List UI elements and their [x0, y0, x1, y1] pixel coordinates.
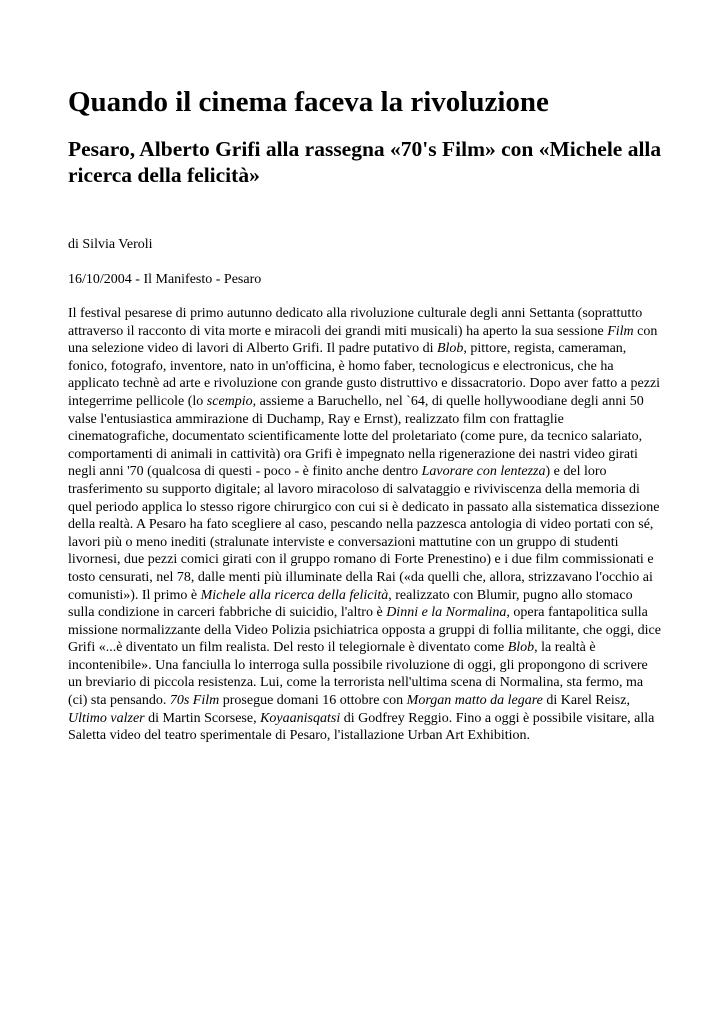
- body-text-run: prosegue domani 16 ottobre con: [219, 693, 407, 709]
- italic-title-run: Lavorare con lentezza: [421, 464, 546, 480]
- article-title: Quando il cinema faceva la rivoluzione: [68, 86, 549, 118]
- italic-title-run: Film: [607, 323, 634, 339]
- italic-title-run: Dinni e la Normalina: [386, 605, 507, 621]
- body-text-run: ) e del loro trasferimento su supporto digitale; al lavoro miracoloso di salvataggio e riviviscenza della memoria di quel periodo applica lo stesso rigore chirurgico con cui si è dedicato in passato alla sistematica dissezione della realtà. A Pesaro ha fato scegliere al caso, pescando nella pazzesca antologia di video portati con sé, lavori più o meno inediti (stralunate interviste e conversazioni mattutine con un gruppo di studenti livornesi, due pezzi comici girati con il gruppo romano di Forte Prenestino) e i due film commissionati e tosto censurati, nel 78, dalle menti più illuminate della Rai («da quelli che, allora, strizzavano l'occhio ai comunisti»). Il primo è: [68, 464, 660, 603]
- italic-title-run: Blob: [507, 640, 535, 656]
- italic-title-run: Michele alla ricerca della felicità: [200, 587, 389, 603]
- body-text-run: Il festival pesarese di primo autunno dedicato alla rivoluzione culturale degli anni Settanta (soprattutto attraverso il racconto di vita morte e miracoli dei grandi miti musicali) ha aperto la sua sessione: [68, 306, 643, 339]
- italic-title-run: Morgan matto da legare: [406, 693, 543, 709]
- body-text-run: di Karel Reisz,: [542, 693, 630, 709]
- italic-title-run: Koyaanisqatsi: [260, 710, 341, 726]
- body-text-run: di Martin Scorsese,: [144, 710, 261, 726]
- article-body: [68, 305, 662, 745]
- article-dateline: 16/10/2004 - Il Manifesto - Pesaro: [68, 272, 262, 287]
- body-text-run: , opera fantapolitica sulla missione normalizzante della Video Polizia psichiatrica opposta a gruppi di follia militante, che oggi, dice Grifi «...è diventato un film realista. Del resto il telegiornale è diventato come: [68, 605, 661, 656]
- italic-title-run: Ultimo valzer: [68, 710, 145, 726]
- article-subtitle: Pesaro, Alberto Grifi alla rassegna «70's Film» con «Michele alla ricerca della felicità»: [68, 137, 662, 187]
- body-text-run: con una selezione video di lavori di Alberto Grifi. Il padre putativo di: [68, 323, 658, 357]
- body-text-run: , pittore, regista, cameraman, fonico, fotografo, inventore, nato in un'officina, è homo faber, tecnologicus e electronicus, che ha applicato technè ad arte e rivoluzione con grande gusto distruttivo e dissacratorio. Dopo aver fatto a pezzi integerrime pellicole (lo: [68, 341, 661, 409]
- body-text-run: di Godfrey Reggio. Fino a oggi è possibile visitare, alla Saletta video del teatro sperimentale di Pesaro, l'istallazione Urban Art Exhibition.: [68, 710, 655, 744]
- body-text-run: , realizzato con Blumir, pugno allo stomaco sulla condizione in carceri fabbriche di suicidio, l'altro è: [68, 587, 633, 621]
- italic-title-run: Blob: [436, 341, 464, 357]
- italic-title-run: scempio: [206, 393, 253, 409]
- italic-title-run: 70s Film: [169, 693, 220, 709]
- body-text-run: , la realtà è incontenibile». Una fanciulla lo interroga sulla possibile rivoluzione di oggi, gli propongono di scrivere un breviario di piccola resistenza. Lui, come la terrorista nell'ultima scena di Normalina, sta fermo, ma (ci) sta pensando.: [68, 640, 648, 709]
- body-text-run: , assieme a Baruchello, nel `64, di quelle hollywoodiane degli anni 50 valse l'entusiastica ammirazione di Duchamp, Ray e Ernst), realizzato film con frattaglie cinematografiche, documentato scientificamente lotte del proletariato (come pure, da tecnico salariato, comportamenti di animali in cattività) ora Grifi è impegnato nella rigenerazione dei nastri video girati negli anni '70 (qualcosa di questi - poco - è finito anche dentro: [68, 393, 644, 480]
- article-byline: di Silvia Veroli: [68, 237, 153, 252]
